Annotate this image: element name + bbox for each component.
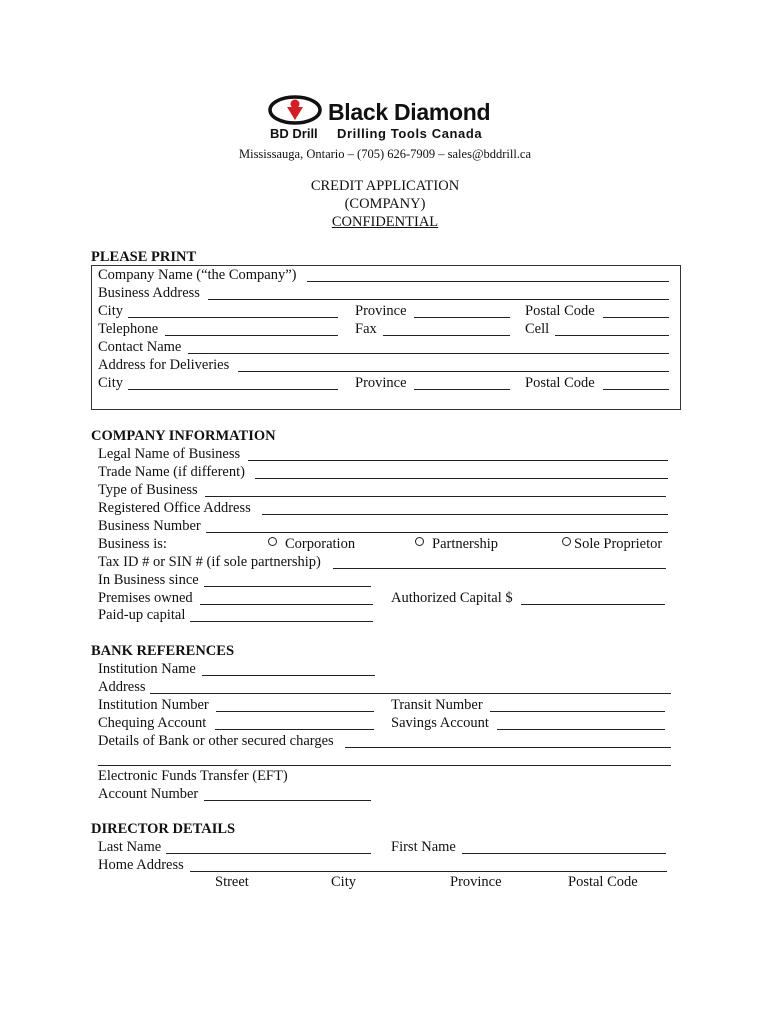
home-address-field[interactable] bbox=[190, 871, 667, 872]
institution-number-label: Institution Number bbox=[98, 697, 209, 713]
business-address-label: Business Address bbox=[98, 285, 200, 301]
institution-number-field[interactable] bbox=[216, 711, 374, 712]
account-number-field[interactable] bbox=[204, 800, 371, 801]
city-field[interactable] bbox=[128, 317, 338, 318]
corporation-option[interactable] bbox=[268, 535, 355, 553]
doc-title: CREDIT APPLICATION bbox=[310, 178, 460, 194]
city-caption: City bbox=[331, 874, 356, 890]
contact-line: Mississauga, Ontario – (705) 626-7909 – sales@bddrill.ca bbox=[238, 147, 532, 161]
sole-proprietor-label: Sole Proprietor bbox=[574, 536, 663, 552]
telephone-label: Telephone bbox=[98, 321, 159, 337]
account-number-label: Account Number bbox=[98, 786, 199, 802]
premises-owned-field[interactable] bbox=[200, 604, 373, 605]
secured-charges-field[interactable] bbox=[345, 747, 671, 748]
telephone-field[interactable] bbox=[165, 335, 338, 336]
registered-office-field[interactable] bbox=[262, 514, 668, 515]
company-info-heading: COMPANY INFORMATION bbox=[91, 428, 276, 444]
business-address-field[interactable] bbox=[208, 299, 669, 300]
paid-up-capital-label: Paid-up capital bbox=[98, 607, 186, 623]
bank-address-label: Address bbox=[98, 679, 146, 695]
contact-name-field[interactable] bbox=[188, 353, 669, 354]
first-name-field[interactable] bbox=[462, 853, 666, 854]
street-caption: Street bbox=[215, 874, 249, 890]
confidential-text: CONFIDENTIAL bbox=[331, 214, 439, 230]
cell-label: Cell bbox=[525, 321, 550, 337]
partnership-radio-icon[interactable] bbox=[415, 537, 424, 546]
business-number-field[interactable] bbox=[206, 532, 668, 533]
diamond-logo-icon bbox=[268, 95, 322, 125]
postal-code2-label: Postal Code bbox=[525, 375, 595, 391]
brand-tagline: Drilling Tools Canada bbox=[337, 126, 483, 141]
contact-name-label: Contact Name bbox=[98, 339, 182, 355]
chequing-label: Chequing Account bbox=[98, 715, 207, 731]
delivery-address-label: Address for Deliveries bbox=[98, 357, 230, 373]
first-name-label: First Name bbox=[391, 839, 456, 855]
postal-code-caption: Postal Code bbox=[568, 874, 638, 890]
trade-name-label: Trade Name (if different) bbox=[98, 464, 245, 480]
business-is-label: Business is: bbox=[98, 536, 167, 552]
last-name-field[interactable] bbox=[166, 853, 371, 854]
company-name-label: Company Name (“the Company”) bbox=[98, 267, 297, 283]
institution-name-field[interactable] bbox=[202, 675, 375, 676]
home-address-label: Home Address bbox=[98, 857, 184, 873]
doc-subtitle: (COMPANY) bbox=[344, 196, 426, 212]
city-label: City bbox=[98, 303, 123, 319]
brand-short: BD Drill bbox=[270, 126, 318, 141]
delivery-address-field[interactable] bbox=[238, 371, 669, 372]
tax-id-field[interactable] bbox=[333, 568, 666, 569]
postal-code2-field[interactable] bbox=[603, 389, 669, 390]
province-label: Province bbox=[355, 303, 407, 319]
secured-charges-label: Details of Bank or other secured charges bbox=[98, 733, 334, 749]
fax-label: Fax bbox=[355, 321, 377, 337]
business-type-field[interactable] bbox=[205, 496, 666, 497]
postal-code-label: Postal Code bbox=[525, 303, 595, 319]
corporation-label: Corporation bbox=[285, 536, 356, 552]
partnership-option[interactable] bbox=[415, 535, 498, 553]
corporation-radio-icon[interactable] bbox=[268, 537, 277, 546]
cell-field[interactable] bbox=[555, 335, 669, 336]
director-details-heading: DIRECTOR DETAILS bbox=[91, 821, 236, 837]
city2-label: City bbox=[98, 375, 123, 391]
in-business-since-label: In Business since bbox=[98, 572, 199, 588]
authorized-capital-field[interactable] bbox=[521, 604, 665, 605]
sole-proprietor-radio-icon[interactable] bbox=[562, 537, 571, 546]
province-caption: Province bbox=[450, 874, 502, 890]
city2-field[interactable] bbox=[128, 389, 338, 390]
please-print-heading: PLEASE PRINT bbox=[91, 249, 197, 265]
postal-code-field[interactable] bbox=[603, 317, 669, 318]
transit-number-field[interactable] bbox=[490, 711, 665, 712]
business-type-label: Type of Business bbox=[98, 482, 198, 498]
business-number-label: Business Number bbox=[98, 518, 201, 534]
eft-label: Electronic Funds Transfer (EFT) bbox=[98, 768, 288, 784]
savings-label: Savings Account bbox=[391, 715, 489, 731]
partnership-label: Partnership bbox=[432, 536, 499, 552]
trade-name-field[interactable] bbox=[255, 478, 668, 479]
province-field[interactable] bbox=[414, 317, 510, 318]
savings-field[interactable] bbox=[497, 729, 665, 730]
registered-office-label: Registered Office Address bbox=[98, 500, 251, 516]
authorized-capital-label: Authorized Capital $ bbox=[391, 590, 513, 606]
chequing-field[interactable] bbox=[215, 729, 374, 730]
company-logo bbox=[268, 95, 508, 145]
province2-label: Province bbox=[355, 375, 407, 391]
premises-owned-label: Premises owned bbox=[98, 590, 193, 606]
legal-name-field[interactable] bbox=[248, 460, 668, 461]
fax-field[interactable] bbox=[383, 335, 510, 336]
secured-charges-field-line2[interactable] bbox=[98, 765, 671, 766]
legal-name-label: Legal Name of Business bbox=[98, 446, 241, 462]
confidential-label bbox=[0, 213, 770, 231]
sole-proprietor-option[interactable] bbox=[562, 535, 662, 553]
bank-address-field[interactable] bbox=[150, 693, 671, 694]
last-name-label: Last Name bbox=[98, 839, 162, 855]
in-business-since-field[interactable] bbox=[204, 586, 371, 587]
transit-number-label: Transit Number bbox=[391, 697, 483, 713]
brand-name: Black Diamond bbox=[328, 99, 491, 125]
paid-up-capital-field[interactable] bbox=[190, 621, 373, 622]
tax-id-label: Tax ID # or SIN # (if sole partnership) bbox=[98, 554, 321, 570]
bank-references-heading: BANK REFERENCES bbox=[91, 643, 235, 659]
province2-field[interactable] bbox=[414, 389, 510, 390]
company-name-field[interactable] bbox=[307, 281, 669, 282]
institution-name-label: Institution Name bbox=[98, 661, 196, 677]
